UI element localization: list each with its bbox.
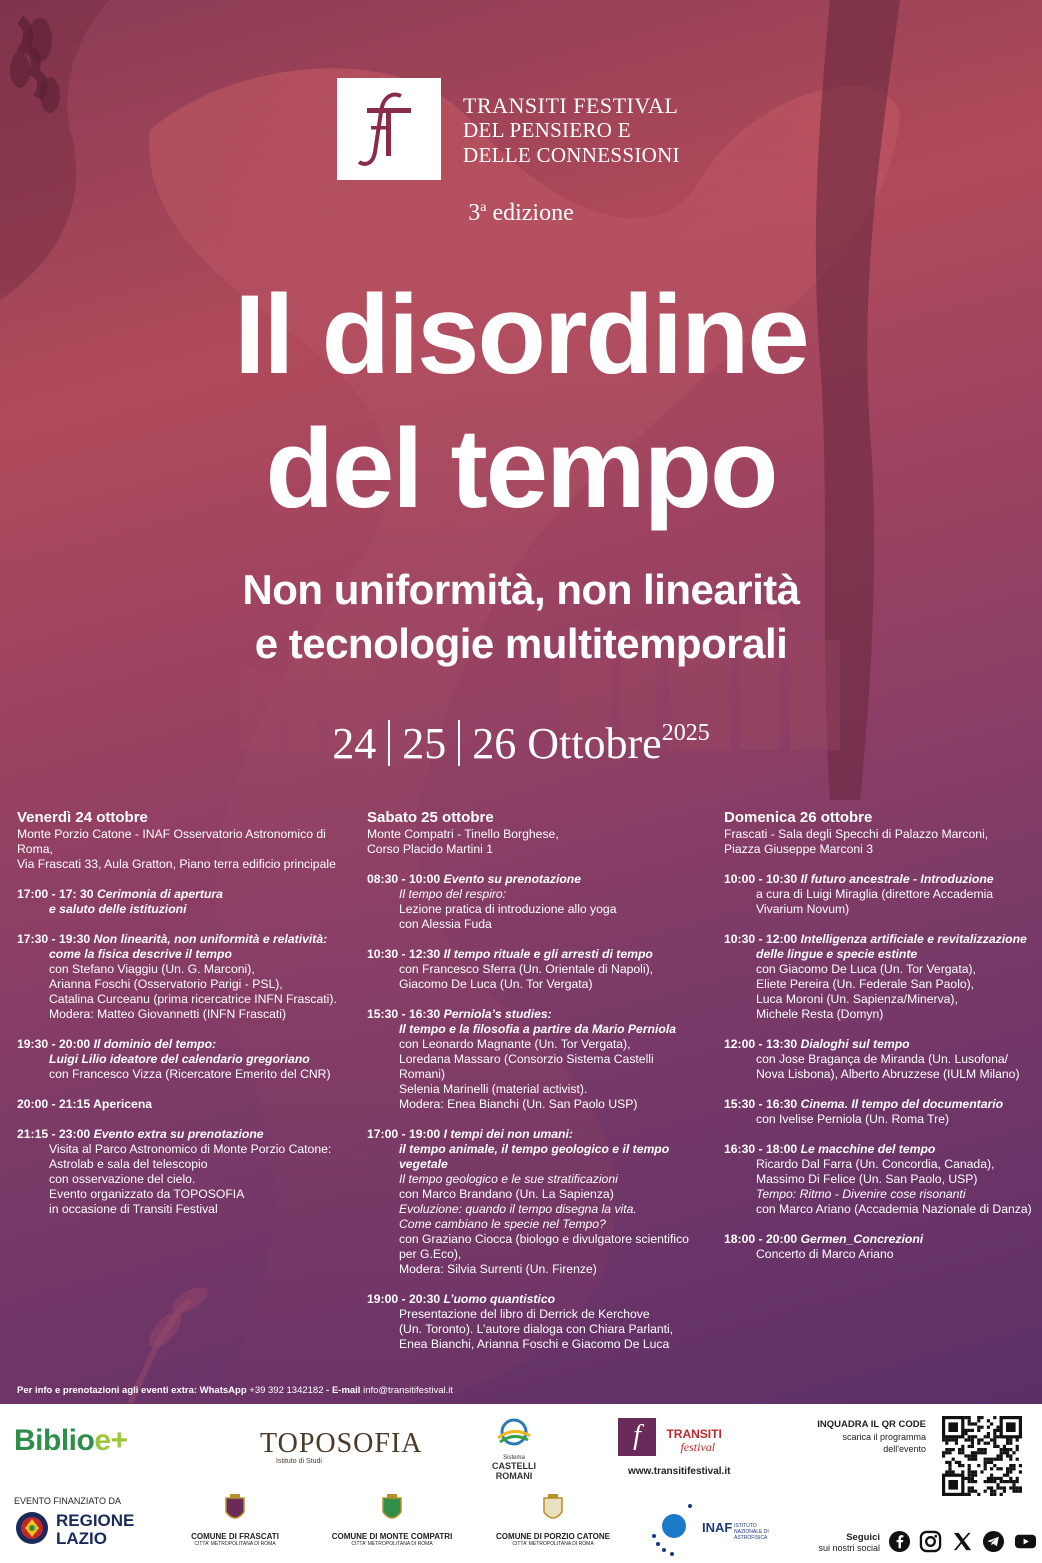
event-detail-line: Il tempo geologico e le sue stratificazioni xyxy=(399,1172,618,1186)
brand-line-2: DEL PENSIERO E xyxy=(463,118,631,142)
venue-line: Monte Compatri - Tinello Borghese, xyxy=(367,827,559,841)
date-year: 2025 xyxy=(661,720,710,746)
venue-line: Piazza Giuseppe Marconi 3 xyxy=(724,842,874,856)
event-title: Evento extra su prenotazione xyxy=(93,1127,264,1141)
event-detail-line: Visita al Parco Astronomico di Monte Porzio Catone: xyxy=(49,1142,332,1156)
brand-line-3: DELLE CONNESSIONI xyxy=(463,143,680,167)
telegram-icon[interactable] xyxy=(982,1530,1005,1553)
event-time: 15:30 - 16:30 xyxy=(724,1097,801,1111)
program-event xyxy=(367,1292,707,1352)
event-detail-line: Come cambiano le specie nel Tempo? xyxy=(399,1217,606,1231)
day-heading: Sabato 25 ottobre xyxy=(367,809,494,826)
event-detail-line: Eliete Pereira (Un. Federale San Paolo), xyxy=(756,977,975,991)
transiti-logo-text xyxy=(666,1418,721,1454)
event-detail-line: e saluto delle istituzioni xyxy=(49,902,187,916)
venue-address xyxy=(17,827,357,872)
program-event xyxy=(367,947,707,992)
inaf-logo xyxy=(650,1500,769,1561)
castelli-line-2: ROMANI xyxy=(495,1471,533,1481)
program-event xyxy=(17,932,357,1022)
program-event xyxy=(367,872,707,932)
program-event xyxy=(724,1037,1042,1082)
subtitle-line-1: Non uniformità, non linearità xyxy=(242,566,800,613)
program-event xyxy=(724,932,1042,1022)
event-detail-line: il tempo animale, il tempo geologico e il tempo xyxy=(399,1142,670,1156)
event-detail-line: con Alessia Fuda xyxy=(399,917,492,931)
program-event xyxy=(367,1007,707,1112)
festival-brand-text xyxy=(463,93,680,168)
event-detail-line: Massimo Di Felice (Un. San Paolo, USP) xyxy=(756,1172,978,1186)
event-heading xyxy=(724,1097,1042,1112)
qr-line-2: dell'evento xyxy=(883,1444,926,1454)
event-time: 17:30 - 19:30 xyxy=(17,932,94,946)
event-title: Il tempo rituale e gli arresti di tempo xyxy=(443,947,653,961)
venue-line: Via Frascati 33, Aula Gratton, Piano terra edificio principale xyxy=(17,857,336,871)
event-heading xyxy=(724,1232,1042,1247)
social-line-1: Seguici xyxy=(846,1532,880,1543)
comune-monte-compatri-sub: CITTA' METROPOLITANA DI ROMA xyxy=(351,1541,433,1547)
toposofia-logo: TOPOSOFIA xyxy=(260,1428,423,1459)
event-detail-line: con osservazione del cielo. xyxy=(49,1172,196,1186)
event-detail-line: Giacomo De Luca (Un. Tor Vergata) xyxy=(399,977,593,991)
comune-porzio-catone-logo xyxy=(494,1494,612,1547)
event-detail-line: vegetale xyxy=(399,1157,448,1171)
program-event xyxy=(17,1127,357,1217)
event-heading xyxy=(17,932,357,947)
event-title: Apericena xyxy=(93,1097,153,1111)
venue-address xyxy=(724,827,1042,857)
email-link[interactable]: info@transitifestival.it xyxy=(363,1385,453,1396)
date-day-1: 24 xyxy=(332,719,377,768)
transiti-festival-logo xyxy=(618,1418,722,1456)
event-title: Perniola’s studies: xyxy=(443,1007,552,1021)
event-detail-line: delle lingue e specie estinte xyxy=(756,947,918,961)
event-detail-line: Lezione pratica di introduzione allo yoga xyxy=(399,902,617,916)
event-detail-line: Loredana Massaro (Consorzio Sistema Castelli xyxy=(399,1052,654,1066)
event-detail-line: Romani) xyxy=(399,1067,446,1081)
event-time: 20:00 - 21:15 xyxy=(17,1097,94,1111)
event-time: 10:00 - 10:30 xyxy=(724,872,801,886)
monte-compatri-crest-icon xyxy=(381,1494,403,1524)
biblio-logo-plus: e+ xyxy=(94,1424,128,1457)
comune-monte-compatri-logo xyxy=(328,1494,456,1547)
sponsor-footer xyxy=(0,1404,1042,1563)
event-detail-line: Presentazione del libro di Derrick de Kerchove xyxy=(399,1307,650,1321)
edition-number: 3 xyxy=(468,200,481,226)
regione-line-1: REGIONE xyxy=(56,1511,135,1530)
castelli-romani-logo xyxy=(484,1418,544,1481)
facebook-icon[interactable] xyxy=(888,1530,911,1553)
event-time: 08:30 - 10:00 xyxy=(367,872,444,886)
toposofia-subtitle: Istituto di Studi xyxy=(276,1458,322,1465)
subtitle-line-2: e tecnologie multitemporali xyxy=(254,620,788,667)
comune-frascati-sub: CITTA' METROPOLITANA DI ROMA xyxy=(194,1541,276,1547)
event-detail-line: Michele Resta (Domyn) xyxy=(756,1007,884,1021)
venue-line: Frascati - Sala degli Specchi di Palazzo Marconi, xyxy=(724,827,989,841)
event-detail-line: Il tempo del respiro: xyxy=(399,887,507,901)
event-detail-line: con Giacomo De Luca (Un. Tor Vergata), xyxy=(756,962,976,976)
biblio-logo-text: Biblio xyxy=(14,1424,95,1457)
festival-logo xyxy=(337,78,441,180)
event-time: 19:30 - 20:00 xyxy=(17,1037,94,1051)
inaf-name: INAF xyxy=(702,1520,733,1535)
event-detail-line: Modera: Matteo Giovannetti (INFN Frascati) xyxy=(49,1007,287,1021)
event-detail-line: Evoluzione: quando il tempo disegna la vita. xyxy=(399,1202,637,1216)
event-detail-line: Tempo: Ritmo - Divenire cose risonanti xyxy=(756,1187,966,1201)
event-heading xyxy=(367,1127,707,1142)
event-detail-line: per G.Eco), xyxy=(399,1247,462,1261)
social-icons xyxy=(888,1530,1041,1553)
program-event xyxy=(17,887,357,917)
event-time: 17:00 - 19:00 xyxy=(367,1127,444,1141)
event-detail-line: (Un. Toronto). L’autore dialoga con Chiara Parlanti, xyxy=(399,1322,674,1336)
castelli-romani-icon xyxy=(494,1418,534,1446)
subtitle xyxy=(0,563,1042,671)
whatsapp-number[interactable]: +39 392 1342182 xyxy=(249,1385,324,1396)
event-heading xyxy=(724,932,1042,947)
event-heading xyxy=(17,887,357,902)
program-event xyxy=(724,1097,1042,1127)
inaf-mark-icon xyxy=(650,1500,700,1556)
event-detail-line: Astrolab e sala del telescopio xyxy=(49,1157,208,1171)
venue-line: Monte Porzio Catone - INAF Osservatorio Astronomico di Roma, xyxy=(17,827,326,856)
program-column-saturday xyxy=(367,808,707,1367)
event-detail-line: Arianna Foschi (Osservatorio Parigi - PSL), xyxy=(49,977,283,991)
event-detail-line: Il tempo e la filosofia a partire da Mario Perniola xyxy=(399,1022,676,1036)
event-title: Il futuro ancestrale - Introduzione xyxy=(800,872,994,886)
title-line-1: Il disordine xyxy=(234,272,808,397)
event-title: Il dominio del tempo: xyxy=(93,1037,217,1051)
festival-dates xyxy=(0,718,1042,769)
qr-title: INQUADRA IL QR CODE xyxy=(817,1419,926,1430)
event-detail-line: con Jose Bragança de Miranda (Un. Lusofona/ xyxy=(756,1052,1009,1066)
event-title: Non linearità, non uniformità e relatività: xyxy=(93,932,328,946)
day-heading: Venerdì 24 ottobre xyxy=(17,809,148,826)
event-detail-line: Luca Moroni (Un. Sapienza/Minerva), xyxy=(756,992,958,1006)
comune-frascati-name: COMUNE DI FRASCATI xyxy=(191,1532,279,1541)
biblio-logo xyxy=(14,1424,128,1458)
event-detail-line: Evento organizzato da TOPOSOFIA xyxy=(49,1187,245,1201)
event-detail-line: con Francesco Vizza (Ricercatore Emerito del CNR) xyxy=(49,1067,331,1081)
festival-f-t-icon xyxy=(337,78,441,180)
event-detail-line: con Marco Ariano (Accademia Nazionale di Danza) xyxy=(756,1202,1032,1216)
event-detail-line: Nova Lisbona), Alberto Abruzzese (IULM Milano) xyxy=(756,1067,1020,1081)
event-time: 21:15 - 23:00 xyxy=(17,1127,94,1141)
email-label: - E-mail xyxy=(323,1385,364,1396)
qr-instructions xyxy=(790,1418,926,1455)
funded-by-label: EVENTO FINANZIATO DA xyxy=(14,1496,122,1506)
youtube-icon[interactable] xyxy=(1014,1530,1037,1553)
event-time: 17:00 - 17: 30 xyxy=(17,887,97,901)
frascati-crest-icon xyxy=(224,1494,246,1524)
castelli-line-1: CASTELLI xyxy=(492,1461,536,1471)
event-detail-line: Modera: Enea Bianchi (Un. San Paolo USP) xyxy=(399,1097,638,1111)
date-separator xyxy=(458,720,460,766)
instagram-icon[interactable] xyxy=(919,1530,942,1553)
comune-porzio-catone-sub: CITTA' METROPOLITANA DI ROMA xyxy=(512,1541,594,1547)
inaf-subtitle: ISTITUTO NAZIONALE DI ASTROFISICA xyxy=(734,1523,769,1541)
program-column-sunday xyxy=(724,808,1042,1277)
program-event xyxy=(724,1142,1042,1217)
event-title: Intelligenza artificiale e revitalizzazione xyxy=(800,932,1027,946)
event-detail-line: Concerto di Marco Ariano xyxy=(756,1247,894,1261)
event-detail-line: Ricardo Dal Farra (Un. Concordia, Canada), xyxy=(756,1157,995,1171)
event-detail-line: Selenia Marinelli (material activist). xyxy=(399,1082,588,1096)
edition-superscript: a xyxy=(480,200,487,215)
event-detail-line: Vivarium Novum) xyxy=(756,902,850,916)
contact-info xyxy=(17,1385,453,1396)
event-detail-line: Catalina Curceanu (prima ricercatrice INFN Frascati). xyxy=(49,992,337,1006)
date-separator xyxy=(388,720,390,766)
event-detail-line: con Marco Brandano (Un. La Sapienza) xyxy=(399,1187,614,1201)
comune-monte-compatri-name: COMUNE DI MONTE COMPATRI xyxy=(331,1532,453,1541)
event-detail-line: come la fisica descrive il tempo xyxy=(49,947,232,961)
regione-lazio-crest-icon xyxy=(14,1510,50,1546)
event-detail-line: Modera: Silvia Surrenti (Un. Firenze) xyxy=(399,1262,597,1276)
date-day-2: 25 xyxy=(402,719,447,768)
event-time: 19:00 - 20:30 xyxy=(367,1292,444,1306)
transiti-logo-line-2: festival xyxy=(680,1440,716,1454)
porzio-catone-crest-icon xyxy=(542,1494,564,1524)
social-follow-text xyxy=(806,1532,880,1554)
edition-text: edizione xyxy=(486,200,574,226)
transiti-logo-line-1: TRANSITI xyxy=(666,1427,722,1441)
event-time: 10:30 - 12:30 xyxy=(367,947,444,961)
comune-frascati-logo xyxy=(190,1494,280,1547)
transiti-f-icon: f xyxy=(618,1418,656,1456)
event-heading xyxy=(17,1127,357,1142)
program-column-friday xyxy=(17,808,357,1232)
event-heading xyxy=(724,1142,1042,1157)
event-title: Dialoghi sul tempo xyxy=(800,1037,910,1051)
event-detail-line: con Leonardo Magnante (Un. Tor Vergata), xyxy=(399,1037,631,1051)
event-detail-line: Enea Bianchi, Arianna Foschi e Giacomo De Luca xyxy=(399,1337,670,1351)
qr-code-icon[interactable] xyxy=(942,1416,1022,1496)
event-heading xyxy=(17,1097,357,1112)
event-heading xyxy=(367,872,707,887)
event-title: Cerimonia di apertura xyxy=(96,887,223,901)
social-line-2: sui nostri social xyxy=(818,1543,880,1553)
x-icon[interactable] xyxy=(951,1530,974,1553)
event-heading xyxy=(17,1037,357,1052)
event-title: Cinema. Il tempo del documentario xyxy=(800,1097,1004,1111)
program-event xyxy=(367,1127,707,1277)
event-title: L’uomo quantistico xyxy=(443,1292,556,1306)
event-detail-line: con Ivelise Perniola (Un. Roma Tre) xyxy=(756,1112,950,1126)
event-detail-line: con Francesco Sferra (Un. Orientale di Napoli), xyxy=(399,962,654,976)
venue-line: Corso Placido Martini 1 xyxy=(367,842,493,856)
main-title xyxy=(0,268,1042,536)
event-time: 15:30 - 16:30 xyxy=(367,1007,444,1021)
program-event xyxy=(17,1097,357,1112)
event-time: 18:00 - 20:00 xyxy=(724,1232,801,1246)
event-title: Germen_Concrezioni xyxy=(800,1232,924,1246)
event-heading xyxy=(724,872,1042,887)
event-title: Le macchine del tempo xyxy=(800,1142,936,1156)
event-time: 16:30 - 18:00 xyxy=(724,1142,801,1156)
event-detail-line: a cura di Luigi Miraglia (direttore Accademia xyxy=(756,887,994,901)
castelli-top-text: Sistema xyxy=(503,1455,525,1461)
event-heading xyxy=(367,1292,707,1307)
info-label: Per info e prenotazioni agli eventi extra: WhatsApp xyxy=(17,1385,250,1396)
event-heading xyxy=(367,1007,707,1022)
event-detail-line: in occasione di Transiti Festival xyxy=(49,1202,218,1216)
title-line-2: del tempo xyxy=(265,406,777,531)
regione-line-2: LAZIO xyxy=(56,1529,107,1548)
event-title: I tempi dei non umani: xyxy=(443,1127,573,1141)
event-detail-line: con Graziano Ciocca (biologo e divulgatore scientifico xyxy=(399,1232,689,1246)
event-heading xyxy=(724,1037,1042,1052)
date-day-3: 26 Ottobre xyxy=(472,719,662,768)
event-time: 10:30 - 12:00 xyxy=(724,932,801,946)
brand-line-1: TRANSITI FESTIVAL xyxy=(463,93,679,118)
comune-porzio-catone-name: COMUNE DI PORZIO CATONE xyxy=(496,1532,610,1541)
qr-line-1: scarica il programma xyxy=(842,1432,926,1442)
event-detail-line: Luigi Lilio ideatore del calendario gregoriano xyxy=(49,1052,310,1066)
edition-label xyxy=(0,200,1042,227)
program-event xyxy=(724,1232,1042,1262)
day-heading: Domenica 26 ottobre xyxy=(724,809,873,826)
event-heading xyxy=(367,947,707,962)
venue-address xyxy=(367,827,707,857)
website-link[interactable]: www.transitifestival.it xyxy=(628,1466,731,1477)
program-event xyxy=(17,1037,357,1082)
event-detail-line: con Stefano Viaggiu (Un. G. Marconi), xyxy=(49,962,255,976)
event-time: 12:00 - 13:30 xyxy=(724,1037,801,1051)
regione-lazio-logo xyxy=(14,1510,135,1551)
program-event xyxy=(724,872,1042,917)
event-title: Evento su prenotazione xyxy=(443,872,582,886)
